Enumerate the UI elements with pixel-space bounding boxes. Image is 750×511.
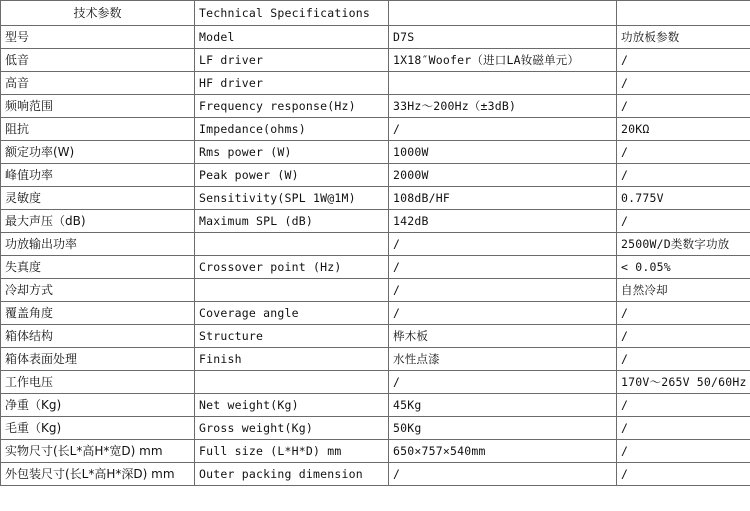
row-value-speaker: 142dB xyxy=(389,210,617,233)
table-row xyxy=(1,371,750,394)
row-value-amplifier: 0.775V xyxy=(617,187,750,210)
row-value-speaker: 1000W xyxy=(389,141,617,164)
row-value-amplifier: < 0.05% xyxy=(617,256,750,279)
row-label-en: Coverage angle xyxy=(195,302,389,325)
header-cn-title: 技术参数 xyxy=(1,1,195,26)
row-label-en: Frequency response(Hz) xyxy=(195,95,389,118)
table-row xyxy=(1,118,750,141)
row-value-amplifier: / xyxy=(617,325,750,348)
row-value-amplifier: / xyxy=(617,49,750,72)
header-blank-cell xyxy=(617,1,750,26)
row-label-cn: 功放输出功率 xyxy=(1,233,195,256)
row-label-en: Gross weight(Kg) xyxy=(195,417,389,440)
row-value-amplifier: / xyxy=(617,95,750,118)
row-label-en: Maximum SPL (dB) xyxy=(195,210,389,233)
row-value-speaker xyxy=(389,72,617,95)
row-label-en: Full size (L*H*D) mm xyxy=(195,440,389,463)
row-value-amplifier: / xyxy=(617,417,750,440)
table-row xyxy=(1,279,750,302)
row-value-amplifier: 2500W/D类数字功放 xyxy=(617,233,750,256)
table-row xyxy=(1,187,750,210)
row-label-en: Finish xyxy=(195,348,389,371)
row-value-amplifier: 170V～265V 50/60Hz xyxy=(617,371,750,394)
row-value-amplifier: / xyxy=(617,210,750,233)
row-label-en: Impedance(ohms) xyxy=(195,118,389,141)
table-row xyxy=(1,72,750,95)
row-label-en xyxy=(195,279,389,302)
table-row xyxy=(1,49,750,72)
row-value-amplifier: 自然冷却 xyxy=(617,279,750,302)
row-value-speaker: D7S xyxy=(389,26,617,49)
row-label-cn: 高音 xyxy=(1,72,195,95)
row-label-en: HF driver xyxy=(195,72,389,95)
row-value-speaker: / xyxy=(389,371,617,394)
table-row xyxy=(1,141,750,164)
row-value-amplifier: / xyxy=(617,394,750,417)
table-row xyxy=(1,348,750,371)
table-row xyxy=(1,302,750,325)
row-label-en: Structure xyxy=(195,325,389,348)
row-label-cn: 峰值功率 xyxy=(1,164,195,187)
table-row xyxy=(1,325,750,348)
row-value-speaker: 水性点漆 xyxy=(389,348,617,371)
row-label-en: Rms power (W) xyxy=(195,141,389,164)
row-value-speaker: / xyxy=(389,463,617,486)
row-label-cn: 工作电压 xyxy=(1,371,195,394)
row-label-cn: 毛重（Kg) xyxy=(1,417,195,440)
table-row xyxy=(1,164,750,187)
row-value-amplifier: / xyxy=(617,72,750,95)
row-label-en: Outer packing dimension xyxy=(195,463,389,486)
row-label-cn: 灵敏度 xyxy=(1,187,195,210)
table-row xyxy=(1,417,750,440)
table-row xyxy=(1,210,750,233)
row-value-amplifier: / xyxy=(617,440,750,463)
spec-table-body xyxy=(1,1,750,486)
row-label-cn: 失真度 xyxy=(1,256,195,279)
header-row xyxy=(1,1,750,26)
row-label-cn: 额定功率(W) xyxy=(1,141,195,164)
row-label-en: Peak power (W) xyxy=(195,164,389,187)
table-row xyxy=(1,26,750,49)
table-row xyxy=(1,394,750,417)
row-label-cn: 频响范围 xyxy=(1,95,195,118)
row-label-cn: 最大声压（dB) xyxy=(1,210,195,233)
row-value-speaker: 桦木板 xyxy=(389,325,617,348)
row-value-amplifier: / xyxy=(617,463,750,486)
row-value-speaker: / xyxy=(389,233,617,256)
row-value-speaker: 1X18″Woofer（进口LA钕磁单元） xyxy=(389,49,617,72)
row-label-en: Sensitivity(SPL 1W@1M) xyxy=(195,187,389,210)
row-label-cn: 净重（Kg) xyxy=(1,394,195,417)
row-value-speaker: 2000W xyxy=(389,164,617,187)
row-label-cn: 箱体结构 xyxy=(1,325,195,348)
row-value-speaker: 45Kg xyxy=(389,394,617,417)
table-row xyxy=(1,233,750,256)
row-value-amplifier: 功放板参数 xyxy=(617,26,750,49)
row-label-en: Net weight(Kg) xyxy=(195,394,389,417)
row-label-cn: 箱体表面处理 xyxy=(1,348,195,371)
table-row xyxy=(1,440,750,463)
table-row xyxy=(1,95,750,118)
row-label-cn: 低音 xyxy=(1,49,195,72)
row-value-amplifier: / xyxy=(617,348,750,371)
row-value-amplifier: / xyxy=(617,302,750,325)
row-value-speaker: 650×757×540mm xyxy=(389,440,617,463)
row-label-en xyxy=(195,233,389,256)
row-value-speaker: 33Hz～200Hz（±3dB) xyxy=(389,95,617,118)
row-value-speaker: / xyxy=(389,256,617,279)
row-label-en: Model xyxy=(195,26,389,49)
row-label-en: LF driver xyxy=(195,49,389,72)
row-value-amplifier: / xyxy=(617,141,750,164)
header-blank-cell xyxy=(389,1,617,26)
table-row xyxy=(1,463,750,486)
header-en-title: Technical Specifications xyxy=(195,1,389,26)
row-label-cn: 冷却方式 xyxy=(1,279,195,302)
row-value-amplifier: 20KΩ xyxy=(617,118,750,141)
row-label-cn: 覆盖角度 xyxy=(1,302,195,325)
row-label-cn: 实物尺寸(长L*高H*宽D) mm xyxy=(1,440,195,463)
row-value-speaker: / xyxy=(389,118,617,141)
row-label-en: Crossover point (Hz) xyxy=(195,256,389,279)
table-row xyxy=(1,256,750,279)
row-value-speaker: / xyxy=(389,302,617,325)
row-label-cn: 外包装尺寸(长L*高H*深D) mm xyxy=(1,463,195,486)
row-label-cn: 型号 xyxy=(1,26,195,49)
row-label-en xyxy=(195,371,389,394)
row-value-amplifier: / xyxy=(617,164,750,187)
row-label-cn: 阻抗 xyxy=(1,118,195,141)
row-value-speaker: / xyxy=(389,279,617,302)
row-value-speaker: 108dB/HF xyxy=(389,187,617,210)
row-value-speaker: 50Kg xyxy=(389,417,617,440)
